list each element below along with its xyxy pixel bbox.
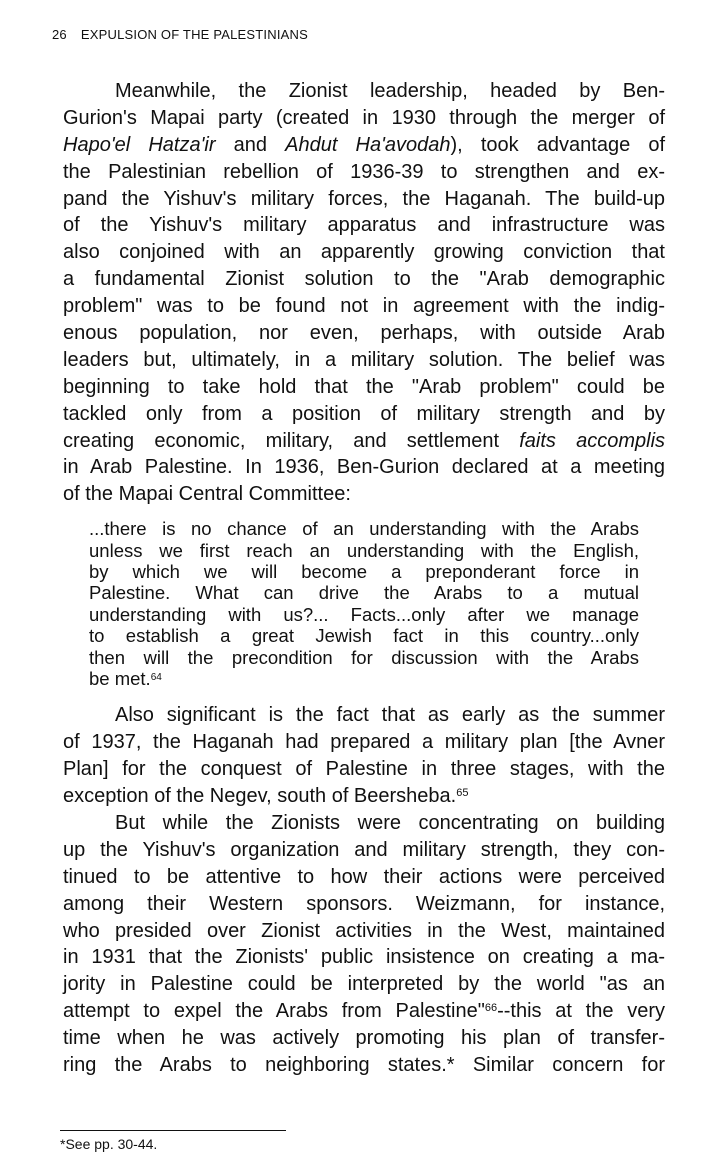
quote-line: then will the precondition for discussion with the Arabs [89,646,639,668]
text-fragment: be met. [89,667,151,689]
text-fragment: --this at the very [497,1000,665,1023]
body-text [63,78,665,1079]
text-line [63,428,665,455]
quote-line: unless we first reach an understanding with the English, [89,539,639,561]
footnote: *See pp. 30-44. [60,1136,158,1152]
text-line: of 1937, the Haganah had prepared a military plan [the Avner [63,731,665,754]
text-line: also conjoined with an apparently growing conviction that [63,241,665,264]
text-line: of the Yishuv's military apparatus and infrastructure was [63,214,665,237]
text-line: beginning to take hold that the "Arab problem" could be [63,375,665,398]
text-line: among their Western sponsors. Weizmann, for instance, [63,892,665,915]
text-line: up the Yishuv's organization and military strength, they con- [63,838,665,861]
footnote-ref-65: 65 [456,787,469,800]
paragraph-2 [63,702,665,810]
paragraph-3 [63,810,665,1079]
text-fragment: and [215,133,286,156]
footnote-divider [60,1130,286,1131]
page-number: 26 [52,27,67,42]
text-fragment: creating economic, military, and settlement [63,429,520,452]
party-name-italic: Ahdut Ha'avodah [285,133,451,156]
running-title: EXPULSION OF THE PALESTINIANS [80,27,308,42]
footnote-ref-64: 64 [150,671,162,683]
text-line: of the Mapai Central Committee: [63,483,351,506]
text-line [63,132,665,159]
quote-line [89,668,639,689]
paragraph-1 [63,78,665,508]
text-line: a fundamental Zionist solution to the "Arab demographic [63,268,665,291]
quote-line: ...there is no chance of an understanding with the Arabs [89,518,639,540]
text-line: enous population, nor even, perhaps, with outside Arab [63,322,665,345]
quote-line: understanding with us?... Facts...only after we manage [89,603,639,625]
text-line: in Arab Palestine. In 1936, Ben-Gurion declared at a meeting [63,456,665,479]
text-line: But while the Zionists were concentrating on building [115,811,665,834]
text-line: jority in Palestine could be interpreted by the world "as an [63,973,665,996]
text-line: Meanwhile, the Zionist leadership, headed by Ben- [115,80,665,102]
text-fragment: attempt to expel the Arabs from Palestine" [63,1000,485,1023]
text-line: who presided over Zionist activities in the West, maintained [63,919,665,942]
quote-line: Palestine. What can drive the Arabs to a mutual [89,582,639,604]
text-line: tinued to be attentive to how their actions were perceived [63,865,665,888]
text-line: the Palestinian rebellion of 1936-39 to strengthen and ex- [63,160,665,183]
footnote-ref-66: 66 [484,1002,498,1015]
text-line: Plan] for the conquest of Palestine in three stages, with the [63,758,665,781]
text-line [63,783,665,810]
text-line [63,998,665,1025]
text-line: leaders but, ultimately, in a military solution. The belief was [63,348,665,371]
text-fragment: ), took advantage of [450,133,666,156]
running-head [52,27,308,42]
text-line: pand the Yishuv's military forces, the Haganah. The build-up [63,187,665,210]
italic-term: faits accomplis [519,429,666,452]
party-name-italic: Hapo'el Hatza'ir [63,133,216,156]
text-fragment: exception of the Negev, south of Beersheba. [63,785,457,808]
text-line: in 1931 that the Zionists' public insistence on creating a ma- [63,946,665,969]
quote-line: to establish a great Jewish fact in this country...only [89,625,639,647]
text-line: Gurion's Mapai party (created in 1930 through the merger of [63,106,665,129]
text-line: problem" was to be found not in agreement with the indig- [63,295,665,318]
text-line: tackled only from a position of military strength and by [63,402,665,425]
block-quote [89,518,639,689]
quote-line: by which we will become a preponderant force in [89,561,639,583]
text-line: Also significant is the fact that as early as the summer [115,704,665,727]
text-line: ring the Arabs to neighboring states.* Similar concern for [63,1053,665,1076]
text-line: time when he was actively promoting his plan of transfer- [63,1027,665,1050]
